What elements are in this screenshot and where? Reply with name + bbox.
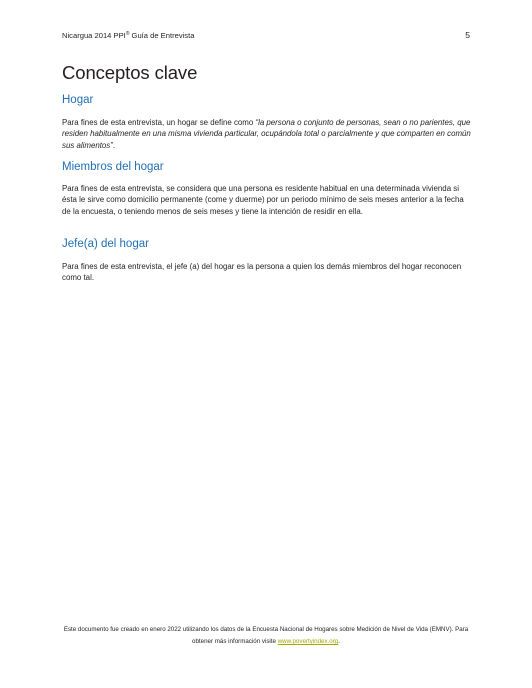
section-heading-jefe: Jefe(a) del hogar [62,238,149,250]
page-footer [60,624,472,649]
section-body-jefe: Para fines de esta entrevista, el jefe (a) del hogar es la persona a quien los demás miembros del hogar reconocen como tal. [62,262,462,283]
section-body-hogar-end: . [112,140,116,150]
section-heading-hogar: Hogar [62,94,94,106]
registered-mark: ® [125,31,130,37]
header-title-prefix: Nicargua 2014 PPI [62,31,126,40]
page-number: 5 [465,30,470,40]
footer-end: . [338,638,340,646]
section-body-miembros: Para fines de esta entrevista, se considera que una persona es residente habitual en una determinada vivienda si ésta le sirve como domicilio permanente (come y duerme) por un periodo mínimo de seis meses anterior a la fecha de la encuesta, o teniendo menos de seis meses y tiene la intención de residir en ella. [62,184,464,216]
page-title: Conceptos clave [62,62,198,83]
section-body-hogar-text: Para fines de esta entrevista, un hogar se define como [62,118,256,127]
section-heading-miembros: Miembros del hogar [62,161,164,173]
section-body-hogar [62,117,472,151]
footer-link[interactable]: www.povertyindex.org [277,638,339,646]
header-title [62,31,194,40]
header-title-suffix: Guía de Entrevista [129,31,195,40]
footer-text: Este documento fue creado en enero 2022 utilizando los datos de la Encuesta Nacional de Hogares sobre Medición de Nivel de Vida (EMNV). Para obtener más información visite [63,626,469,646]
section-body-hogar-definition: “la persona o conjunto de personas, sean o no parientes, que residen habitualmente en una misma vivienda particular, ocupándola total o parcialmente y que comparten en común sus alimentos” [62,118,471,150]
